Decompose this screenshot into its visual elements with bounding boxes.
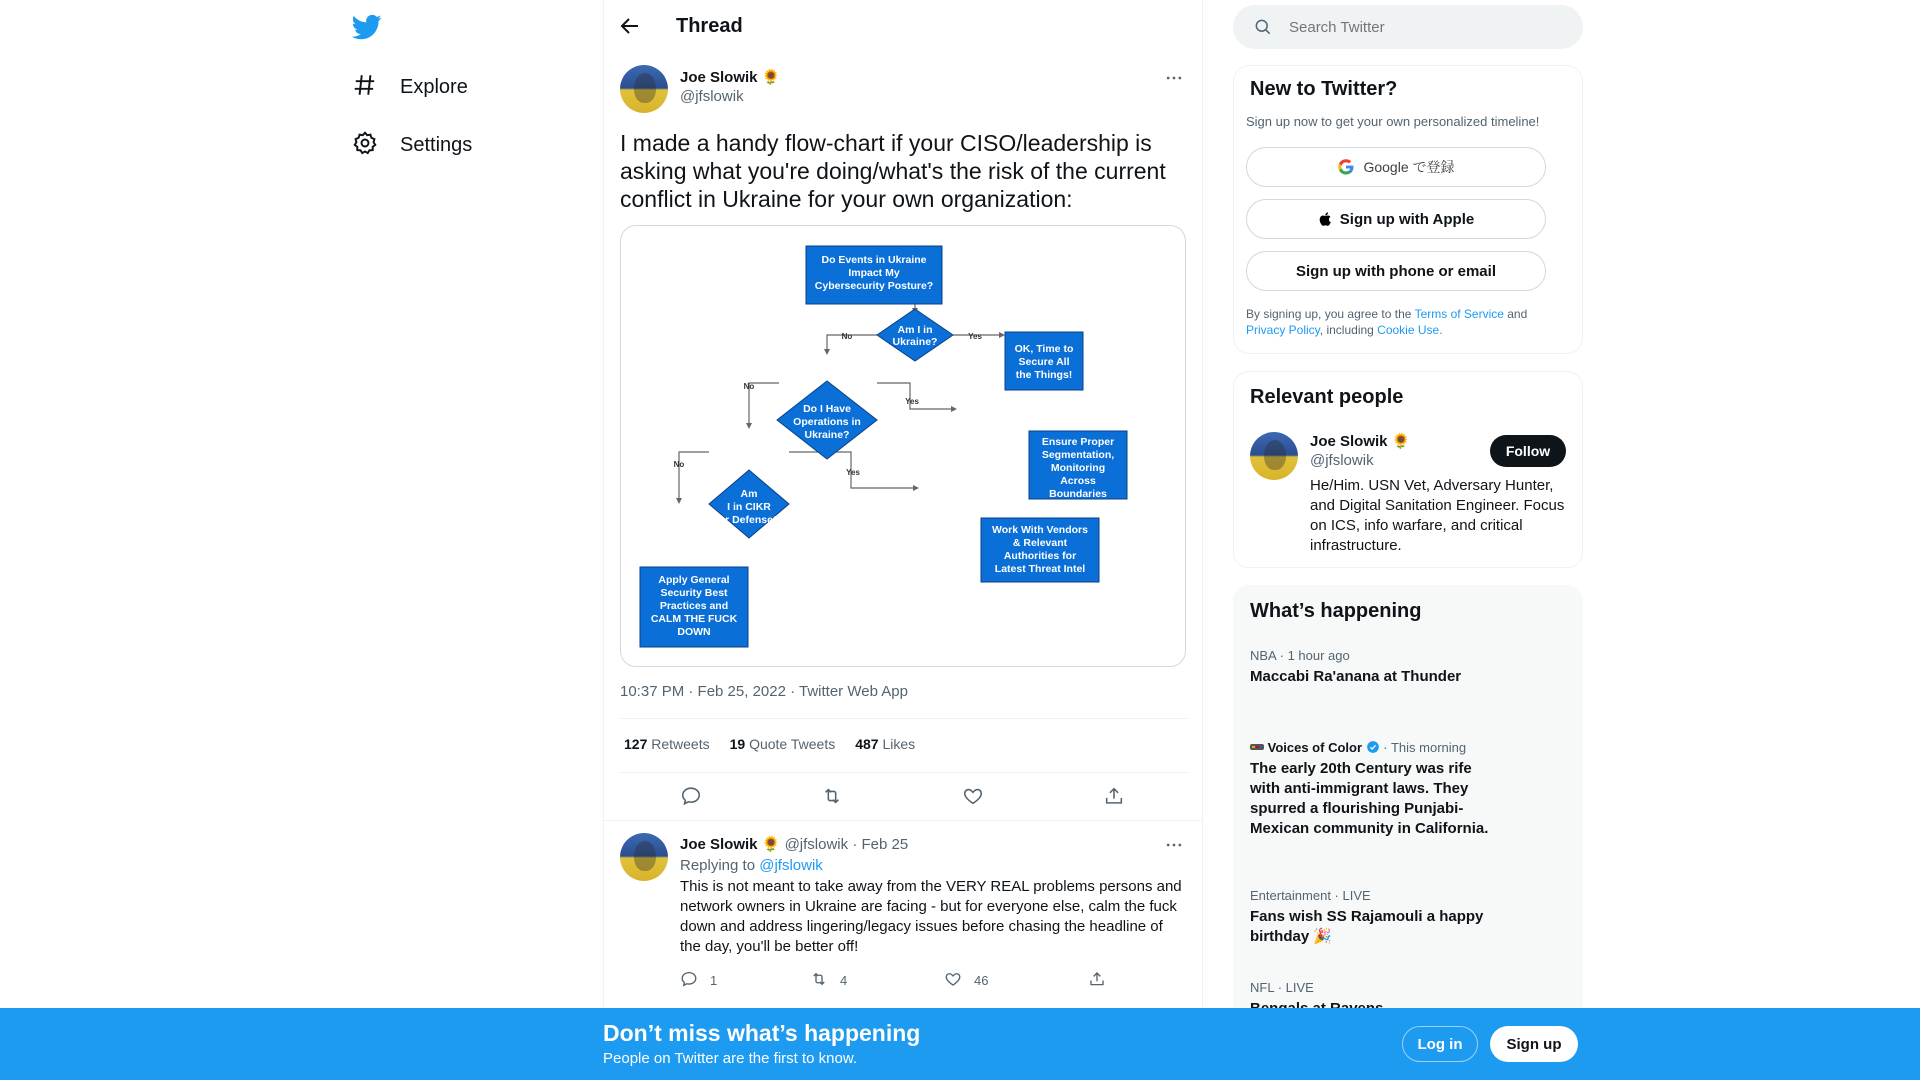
- relevant-bio: He/Him. USN Vet, Adversary Hunter, and Digital Sanitation Engineer. Focus on ICS, info warfare, and critical infrastructure.: [1310, 477, 1565, 554]
- relevant-name-row[interactable]: [1310, 432, 1410, 450]
- more-icon[interactable]: [1164, 835, 1184, 860]
- tweet-timestamp[interactable]: 10:37 PM · Feb 25, 2022 · Twitter Web App: [620, 683, 908, 700]
- tweet-stats: [624, 736, 915, 752]
- replying-to-label: Replying to: [680, 857, 756, 874]
- search-icon: [1253, 17, 1273, 42]
- divider: [604, 820, 1202, 821]
- flow-general-text: Apply General Security Best Practices and CALM THE FUCK DOWN: [650, 574, 738, 638]
- follow-button[interactable]: Follow: [1490, 435, 1566, 467]
- trend-title: The early 20th Century was rife with anti-immigrant laws. They spurred a flourishing Punjabi-Mexican community in California.: [1250, 760, 1489, 837]
- reply-text: This is not meant to take away from the VERY REAL problems persons and network owners in Ukraine are facing - but for everyone else, calm the fuck down and address lingering/legacy issues before chasing the headline of the day, you'll be better off!: [680, 878, 1182, 955]
- sunflower-emoji: 🌻: [1391, 433, 1411, 450]
- trend-item[interactable]: [1250, 888, 1550, 947]
- phone-signup-button[interactable]: Sign up with phone or email: [1246, 251, 1546, 291]
- nav-settings[interactable]: [352, 120, 472, 170]
- trend-meta: Entertainment · LIVE: [1250, 888, 1371, 903]
- retweets-stat[interactable]: [624, 736, 710, 752]
- signup-title: New to Twitter?: [1250, 78, 1398, 100]
- avatar[interactable]: [1250, 432, 1298, 480]
- banner-title: Don’t miss what’s happening: [603, 1020, 921, 1046]
- flow-vendors-text: Work With Vendors & Relevant Authorities for Latest Threat Intel: [992, 524, 1088, 575]
- reply-icon: [680, 970, 698, 991]
- nav-settings-label: Settings: [400, 133, 473, 156]
- main-column: [603, 0, 1203, 1080]
- retweet-icon: [810, 970, 828, 991]
- gear-icon: [352, 130, 378, 161]
- trend-meta: NFL · LIVE: [1250, 980, 1314, 995]
- sunflower-emoji: 🌻: [761, 69, 781, 86]
- nav-explore-label: Explore: [400, 75, 468, 98]
- yes-label: Yes: [968, 332, 982, 341]
- voices-of-color-logo-icon: [1250, 740, 1268, 755]
- divider: [620, 718, 1188, 719]
- cookie-link[interactable]: Cookie Use.: [1377, 323, 1443, 337]
- flow-start-text: Do Events in Ukraine Impact My Cybersecurity Posture?: [814, 254, 934, 292]
- quotes-count: 19: [729, 736, 746, 752]
- banner-subtitle: People on Twitter are the first to know.: [603, 1050, 858, 1067]
- google-signup-button[interactable]: [1246, 147, 1546, 187]
- author-handle[interactable]: @jfslowik: [680, 88, 744, 105]
- trend-title: Maccabi Ra'anana at Thunder: [1250, 668, 1462, 685]
- likes-count: 487: [855, 736, 879, 752]
- reply-action-reply[interactable]: [680, 970, 717, 991]
- google-icon: [1337, 158, 1355, 176]
- privacy-link[interactable]: Privacy Policy: [1246, 323, 1320, 337]
- trend-title: Fans wish SS Rajamouli a happy birthday 🎉: [1250, 908, 1484, 945]
- search-box[interactable]: [1233, 5, 1583, 49]
- reply-icon[interactable]: [680, 785, 702, 807]
- heart-icon[interactable]: [962, 785, 984, 807]
- reply-action-like[interactable]: [944, 970, 988, 991]
- reply-date[interactable]: · Feb 25: [852, 836, 909, 853]
- retweet-count: 4: [840, 973, 848, 988]
- share-icon[interactable]: [1088, 970, 1106, 993]
- trend-time: · This morning: [1383, 740, 1467, 755]
- retweet-icon[interactable]: [821, 785, 843, 807]
- hashtag-icon: [352, 72, 378, 103]
- right-sidebar: [1233, 0, 1583, 1080]
- flow-decision-operations-text: Do I Have Operations in Ukraine?: [793, 403, 861, 441]
- tweet-author[interactable]: [680, 68, 780, 86]
- reply-action-retweet[interactable]: [810, 970, 847, 991]
- trend-item[interactable]: [1250, 740, 1550, 839]
- retweets-count: 127: [624, 736, 648, 752]
- no-label: No: [743, 382, 755, 391]
- replying-to: [680, 857, 823, 874]
- google-signup-label: Google で登録: [1363, 159, 1455, 175]
- tweet-text: I made a handy flow-chart if your CISO/leadership is asking what you're doing/what's the risk of the current conflict in Ukraine for your own organization:: [620, 130, 1166, 212]
- likes-stat[interactable]: [855, 736, 915, 752]
- sunflower-emoji: 🌻: [761, 836, 781, 853]
- apple-signup-button[interactable]: [1246, 199, 1546, 239]
- reply-author-name[interactable]: Joe Slowik: [680, 836, 758, 853]
- trend-source: Voices of Color: [1267, 740, 1363, 755]
- nav-explore[interactable]: [352, 62, 468, 112]
- flow-secure-text: OK, Time to Secure All the Things!: [1014, 343, 1074, 381]
- avatar[interactable]: [620, 65, 668, 113]
- relevant-handle[interactable]: @jfslowik: [1310, 452, 1374, 469]
- back-arrow-icon[interactable]: [618, 14, 642, 43]
- verified-badge-icon: [1366, 740, 1380, 755]
- yes-label: Yes: [846, 468, 860, 477]
- signup-button[interactable]: Sign up: [1490, 1026, 1578, 1062]
- flow-decision-ukraine-text: Am I in Ukraine?: [892, 324, 938, 348]
- search-input[interactable]: [1289, 15, 1559, 39]
- relevant-name: Joe Slowik: [1310, 433, 1388, 450]
- flow-decision-cikr-text: Am I in CIKR or Defense?: [718, 488, 780, 526]
- reply-handle[interactable]: @jfslowik: [784, 836, 849, 853]
- terms-including: , including: [1319, 323, 1378, 337]
- happening-title: What’s happening: [1250, 600, 1422, 622]
- like-count: 46: [974, 973, 989, 988]
- trend-meta: [1250, 740, 1550, 755]
- flow-segmentation-text: Ensure Proper Segmentation, Monitoring Across Boundaries: [1041, 436, 1115, 500]
- apple-signup-label: Sign up with Apple: [1339, 210, 1475, 228]
- quotes-stat[interactable]: [730, 736, 836, 752]
- quotes-label: Quote Tweets: [749, 736, 836, 752]
- divider: [620, 772, 1188, 773]
- more-icon[interactable]: [1164, 68, 1184, 93]
- trend-item[interactable]: [1250, 648, 1550, 687]
- signup-subtitle: Sign up now to get your own personalized timeline!: [1246, 114, 1540, 129]
- signup-card: [1233, 65, 1583, 354]
- signup-terms: [1246, 306, 1566, 338]
- tweet-image[interactable]: [620, 225, 1186, 667]
- likes-label: Likes: [882, 736, 916, 752]
- reply-count: 1: [710, 973, 718, 988]
- trend-meta: NBA · 1 hour ago: [1250, 648, 1350, 663]
- heart-icon: [944, 970, 962, 991]
- left-nav: [344, 0, 604, 1080]
- author-name: Joe Slowik: [680, 69, 758, 86]
- relevant-people-card: [1233, 371, 1583, 568]
- avatar[interactable]: [620, 833, 668, 881]
- terms-link[interactable]: Terms of Service: [1414, 307, 1504, 321]
- retweets-label: Retweets: [651, 736, 710, 752]
- yes-label: Yes: [905, 397, 919, 406]
- terms-prefix: By signing up, you agree to the: [1246, 307, 1415, 321]
- relevant-title: Relevant people: [1250, 386, 1404, 408]
- login-button[interactable]: Log in: [1402, 1026, 1478, 1062]
- no-label: No: [841, 332, 853, 341]
- apple-icon: [1318, 210, 1334, 228]
- signup-banner: [0, 1008, 1920, 1080]
- flowchart: [621, 226, 1185, 666]
- share-icon[interactable]: [1103, 785, 1125, 807]
- no-label: No: [673, 460, 685, 469]
- flow-line: [679, 452, 709, 498]
- page-title: Thread: [676, 15, 743, 37]
- twitter-logo-icon[interactable]: [352, 12, 382, 47]
- replying-to-link[interactable]: @jfslowik: [759, 857, 823, 874]
- terms-and: and: [1503, 307, 1528, 321]
- whats-happening-card: [1233, 585, 1583, 1025]
- reply-header: [680, 835, 908, 853]
